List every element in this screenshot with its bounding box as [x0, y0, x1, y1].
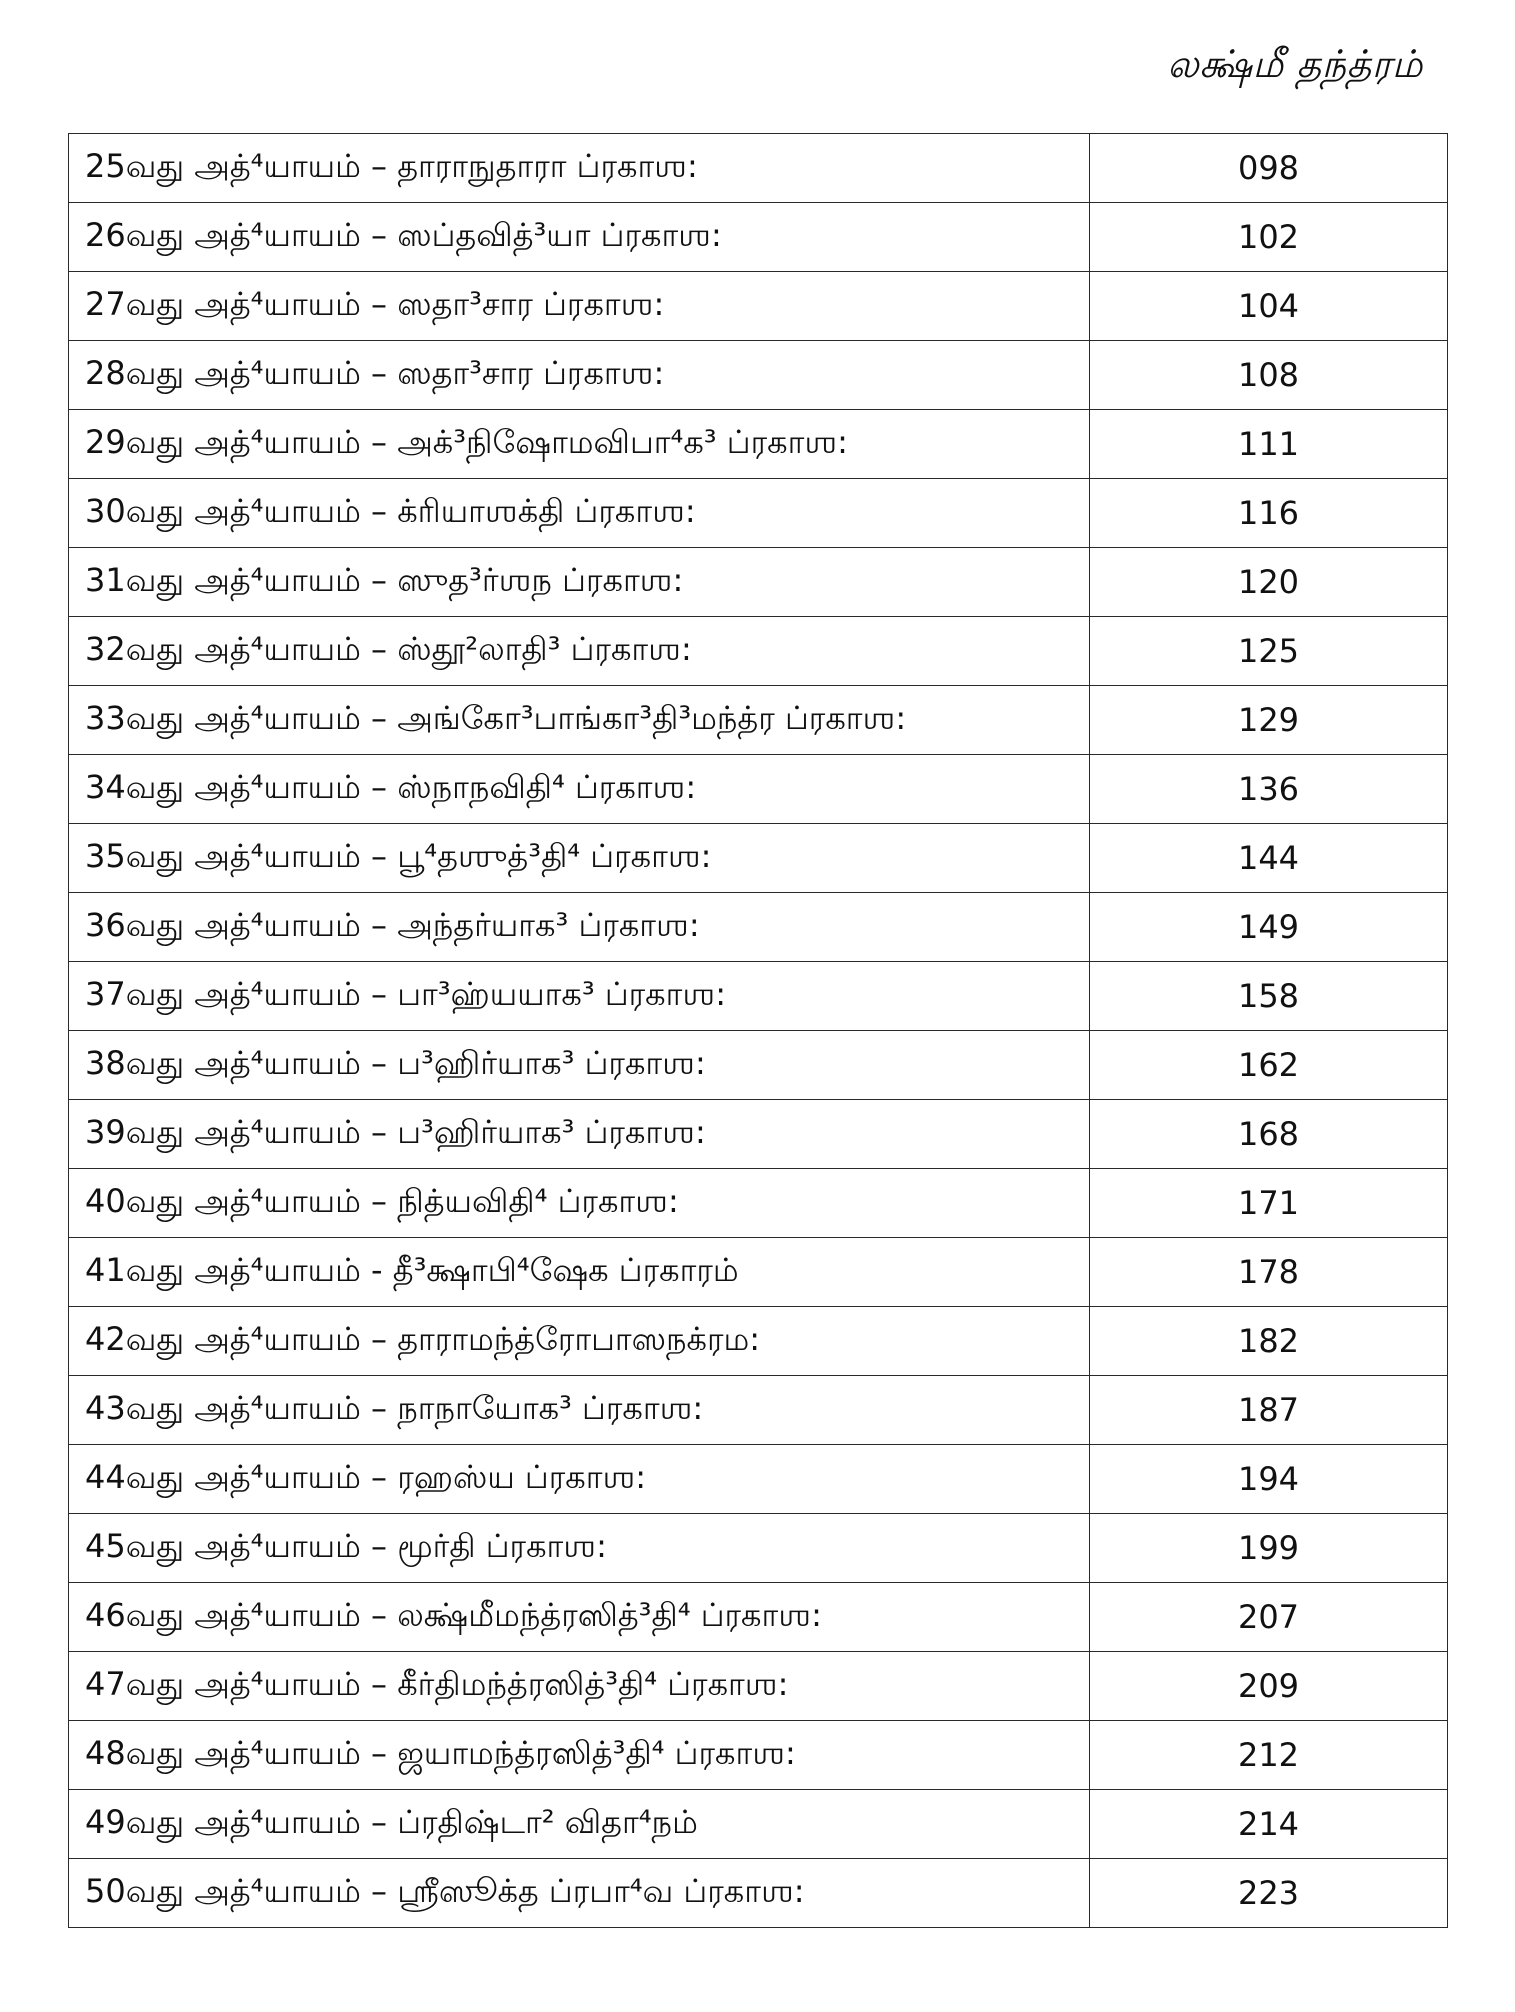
chapter-title-cell: 36வது அத்⁴யாயம் – அந்தர்யாக³ ப்ரகாஶ:: [69, 893, 1090, 962]
page-number-cell: 223: [1090, 1859, 1448, 1928]
chapter-title-cell: 25வது அத்⁴யாயம் – தாராநுதாரா ப்ரகாஶ:: [69, 134, 1090, 203]
page-number-cell: 116: [1090, 479, 1448, 548]
table-row: [69, 410, 1448, 479]
page-number-cell: 187: [1090, 1376, 1448, 1445]
page-number-cell: 209: [1090, 1652, 1448, 1721]
chapter-title-cell: 27வது அத்⁴யாயம் – ஸதா³சார ப்ரகாஶ:: [69, 272, 1090, 341]
page-number-cell: 144: [1090, 824, 1448, 893]
chapter-title-cell: 47வது அத்⁴யாயம் – கீர்திமந்த்ரஸித்³தி⁴ ப்ரகாஶ:: [69, 1652, 1090, 1721]
page-header-title: லக்ஷ்மீ தந்த்ரம்: [1167, 42, 1423, 86]
table-row: [69, 1238, 1448, 1307]
page-number-cell: 125: [1090, 617, 1448, 686]
page-number-cell: 104: [1090, 272, 1448, 341]
page-number-cell: 111: [1090, 410, 1448, 479]
chapter-title-cell: 50வது அத்⁴யாயம் – ஶ்ரீஸூக்த ப்ரபா⁴வ ப்ரகாஶ:: [69, 1859, 1090, 1928]
page-number-cell: 168: [1090, 1100, 1448, 1169]
page-number-cell: 199: [1090, 1514, 1448, 1583]
table-row: [69, 1721, 1448, 1790]
table-row: [69, 479, 1448, 548]
chapter-title-cell: 43வது அத்⁴யாயம் – நாநாயோக³ ப்ரகாஶ:: [69, 1376, 1090, 1445]
table-row: [69, 1031, 1448, 1100]
page-number-cell: 136: [1090, 755, 1448, 824]
table-row: [69, 548, 1448, 617]
table-row: [69, 272, 1448, 341]
chapter-title-cell: 29வது அத்⁴யாயம் – அக்³நிஷோமவிபா⁴க³ ப்ரகாஶ:: [69, 410, 1090, 479]
chapter-title-cell: 49வது அத்⁴யாயம் – ப்ரதிஷ்டா² விதா⁴நம்: [69, 1790, 1090, 1859]
chapter-title-cell: 39வது அத்⁴யாயம் – ப³ஹிர்யாக³ ப்ரகாஶ:: [69, 1100, 1090, 1169]
chapter-title-cell: 32வது அத்⁴யாயம் – ஸ்தூ²லாதி³ ப்ரகாஶ:: [69, 617, 1090, 686]
page-number-cell: 194: [1090, 1445, 1448, 1514]
table-row: [69, 1376, 1448, 1445]
table-row: [69, 1307, 1448, 1376]
chapter-title-cell: 48வது அத்⁴யாயம் – ஜயாமந்த்ரஸித்³தி⁴ ப்ரகாஶ:: [69, 1721, 1090, 1790]
table-row: [69, 341, 1448, 410]
table-row: [69, 1583, 1448, 1652]
chapter-title-cell: 31வது அத்⁴யாயம் – ஸுத³ர்ஶந ப்ரகாஶ:: [69, 548, 1090, 617]
page-number-cell: 162: [1090, 1031, 1448, 1100]
table-of-contents: [68, 133, 1448, 1928]
chapter-title-cell: 38வது அத்⁴யாயம் – ப³ஹிர்யாக³ ப்ரகாஶ:: [69, 1031, 1090, 1100]
table-row: [69, 1169, 1448, 1238]
chapter-title-cell: 30வது அத்⁴யாயம் – க்ரியாஶக்தி ப்ரகாஶ:: [69, 479, 1090, 548]
page-number-cell: 098: [1090, 134, 1448, 203]
table-row: [69, 134, 1448, 203]
table-row: [69, 824, 1448, 893]
page-number-cell: 207: [1090, 1583, 1448, 1652]
chapter-title-cell: 37வது அத்⁴யாயம் – பா³ஹ்யயாக³ ப்ரகாஶ:: [69, 962, 1090, 1031]
chapter-title-cell: 46வது அத்⁴யாயம் – லக்ஷ்மீமந்த்ரஸித்³தி⁴ ப்ரகாஶ:: [69, 1583, 1090, 1652]
page-number-cell: 158: [1090, 962, 1448, 1031]
chapter-title-cell: 40வது அத்⁴யாயம் – நித்யவிதி⁴ ப்ரகாஶ:: [69, 1169, 1090, 1238]
table-row: [69, 1514, 1448, 1583]
chapter-title-cell: 34வது அத்⁴யாயம் – ஸ்நாநவிதி⁴ ப்ரகாஶ:: [69, 755, 1090, 824]
page-number-cell: 212: [1090, 1721, 1448, 1790]
page-number-cell: 102: [1090, 203, 1448, 272]
page-number-cell: 129: [1090, 686, 1448, 755]
table-row: [69, 755, 1448, 824]
chapter-title-cell: 35வது அத்⁴யாயம் – பூ⁴தஶுத்³தி⁴ ப்ரகாஶ:: [69, 824, 1090, 893]
table-row: [69, 893, 1448, 962]
table-row: [69, 1445, 1448, 1514]
table-row: [69, 1100, 1448, 1169]
page-number-cell: 214: [1090, 1790, 1448, 1859]
table-row: [69, 1859, 1448, 1928]
page-number-cell: 108: [1090, 341, 1448, 410]
chapter-title-cell: 42வது அத்⁴யாயம் – தாராமந்த்ரோபாஸநக்ரம:: [69, 1307, 1090, 1376]
table-row: [69, 686, 1448, 755]
page-number-cell: 171: [1090, 1169, 1448, 1238]
chapter-title-cell: 28வது அத்⁴யாயம் – ஸதா³சார ப்ரகாஶ:: [69, 341, 1090, 410]
table-row: [69, 1790, 1448, 1859]
chapter-title-cell: 33வது அத்⁴யாயம் – அங்கோ³பாங்கா³தி³மந்த்ர ப்ரகாஶ:: [69, 686, 1090, 755]
page-number-cell: 120: [1090, 548, 1448, 617]
page-number-cell: 178: [1090, 1238, 1448, 1307]
table-row: [69, 962, 1448, 1031]
toc-body: [69, 134, 1448, 1928]
table-row: [69, 203, 1448, 272]
chapter-title-cell: 26வது அத்⁴யாயம் – ஸப்தவித்³யா ப்ரகாஶ:: [69, 203, 1090, 272]
chapter-title-cell: 45வது அத்⁴யாயம் – மூர்தி ப்ரகாஶ:: [69, 1514, 1090, 1583]
table-row: [69, 1652, 1448, 1721]
table-row: [69, 617, 1448, 686]
chapter-title-cell: 44வது அத்⁴யாயம் – ரஹஸ்ய ப்ரகாஶ:: [69, 1445, 1090, 1514]
chapter-title-cell: 41வது அத்⁴யாயம் - தீ³க்ஷாபி⁴ஷேக ப்ரகாரம்: [69, 1238, 1090, 1307]
page-number-cell: 182: [1090, 1307, 1448, 1376]
page-number-cell: 149: [1090, 893, 1448, 962]
